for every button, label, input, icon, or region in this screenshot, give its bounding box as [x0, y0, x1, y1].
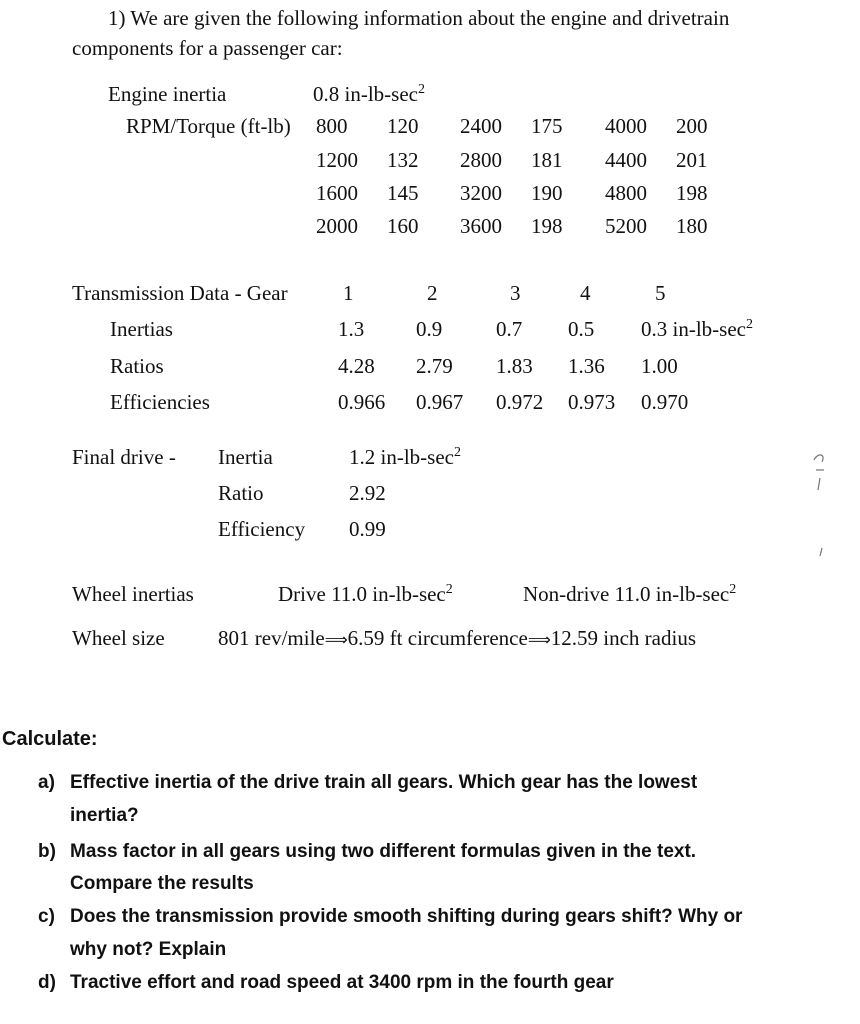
torque-value-cell: 181: [531, 148, 563, 172]
transmission-cell: [416, 390, 463, 415]
torque-value-cell: 175: [531, 114, 563, 138]
torque-rpm-cell: 4000: [605, 114, 647, 138]
transmission-cell: [496, 354, 533, 379]
final-drive-value: [349, 445, 461, 470]
gear-number-4: 4: [580, 281, 591, 305]
final-drive-number: 2.92: [349, 481, 386, 505]
question-text-line2: inertia?: [70, 805, 139, 826]
problem-intro-line1: 1) We are given the following information about the engine and drivetrain: [108, 6, 730, 30]
final-drive-label: Efficiency: [218, 517, 306, 541]
torque-rpm-cell: 2400: [460, 114, 502, 138]
transmission-cell: [641, 354, 678, 379]
question-text-line1: Does the transmission provide smooth shifting during gears shift? Why or: [70, 906, 743, 927]
wheel-drive-exp: 2: [445, 582, 453, 597]
wheel-size-label: Wheel size: [72, 626, 165, 650]
unit-exponent: 2: [745, 317, 753, 332]
transmission-value: 1.3: [338, 317, 365, 341]
wheel-drive-inertia: [278, 582, 453, 607]
transmission-cell: [641, 317, 753, 342]
question-text-line2: Compare the results: [70, 873, 254, 894]
torque-rpm-cell: 800: [316, 114, 348, 138]
transmission-value: 0.972: [496, 390, 544, 414]
engine-inertia-number: 0.8 in-lb-sec: [313, 82, 418, 106]
transmission-row-label: Inertias: [110, 317, 173, 341]
engine-inertia-value: [313, 82, 425, 107]
transmission-cell: [416, 317, 442, 342]
transmission-value: 0.5: [568, 317, 595, 341]
transmission-value: 0.3 in-lb-sec: [641, 317, 746, 341]
question-marker: d): [38, 972, 56, 993]
transmission-cell: [568, 354, 605, 379]
torque-rpm-cell: 4400: [605, 148, 647, 172]
transmission-cell: [338, 354, 375, 379]
question-text-line1: Tractive effort and road speed at 3400 rpm in the fourth gear: [70, 972, 614, 993]
wheel-size-circumference: 6.59 ft circumference: [347, 626, 528, 650]
torque-value-cell: 200: [676, 114, 708, 138]
torque-rpm-cell: 3200: [460, 181, 502, 205]
calculate-heading: Calculate:: [2, 728, 98, 750]
problem-intro-line2: components for a passenger car:: [72, 36, 343, 60]
transmission-value: 4.28: [338, 354, 375, 378]
pencil-mark-icon: [808, 448, 838, 558]
torque-value-cell: 132: [387, 148, 419, 172]
torque-rpm-cell: 4800: [605, 181, 647, 205]
wheel-size-revs: 801 rev/mile: [218, 626, 325, 650]
transmission-row-label: Ratios: [110, 354, 164, 378]
torque-rpm-cell: 5200: [605, 214, 647, 238]
implies-arrow-icon: ⟹: [324, 630, 348, 649]
transmission-cell: [496, 317, 522, 342]
torque-value-cell: 190: [531, 181, 563, 205]
transmission-cell: [496, 390, 543, 415]
final-drive-label: Ratio: [218, 481, 264, 505]
torque-value-cell: 160: [387, 214, 419, 238]
transmission-value: 1.00: [641, 354, 678, 378]
wheel-size-radius: 12.59 inch radius: [550, 626, 696, 650]
wheel-drive-value: Drive 11.0 in-lb-sec: [278, 582, 446, 606]
implies-arrow-icon: ⟹: [527, 630, 551, 649]
wheel-inertias-label: Wheel inertias: [72, 582, 194, 606]
final-drive-title: Final drive -: [72, 445, 176, 469]
torque-value-cell: 198: [531, 214, 563, 238]
torque-value-cell: 145: [387, 181, 419, 205]
torque-rpm-cell: 1200: [316, 148, 358, 172]
transmission-cell: [338, 317, 364, 342]
transmission-value: 0.966: [338, 390, 386, 414]
gear-number-5: 5: [655, 281, 666, 305]
torque-label: RPM/Torque (ft-lb): [126, 114, 291, 138]
wheel-nondrive-value: Non-drive 11.0 in-lb-sec: [523, 582, 730, 606]
transmission-value: 1.36: [568, 354, 605, 378]
torque-value-cell: 180: [676, 214, 708, 238]
torque-rpm-cell: 1600: [316, 181, 358, 205]
transmission-value: 0.973: [568, 390, 616, 414]
torque-value-cell: 201: [676, 148, 708, 172]
wheel-size-value: [218, 626, 696, 651]
transmission-value: 0.970: [641, 390, 689, 414]
transmission-row-label: Efficiencies: [110, 390, 210, 414]
engine-inertia-label: Engine inertia: [108, 82, 227, 106]
final-drive-value: [349, 481, 386, 506]
transmission-value: 0.967: [416, 390, 464, 414]
transmission-cell: [568, 317, 594, 342]
transmission-value: 2.79: [416, 354, 453, 378]
question-text-line1: Mass factor in all gears using two different formulas given in the text.: [70, 841, 697, 862]
transmission-title: Transmission Data - Gear: [72, 281, 288, 305]
transmission-cell: [641, 390, 688, 415]
torque-value-cell: 120: [387, 114, 419, 138]
torque-value-cell: 198: [676, 181, 708, 205]
gear-number-2: 2: [427, 281, 438, 305]
engine-inertia-exp: 2: [417, 82, 425, 97]
transmission-cell: [338, 390, 385, 415]
transmission-cell: [416, 354, 453, 379]
final-drive-value: [349, 517, 386, 542]
torque-rpm-cell: 3600: [460, 214, 502, 238]
question-marker: c): [38, 906, 55, 927]
unit-exponent: 2: [453, 445, 461, 460]
question-marker: b): [38, 841, 56, 862]
torque-rpm-cell: 2000: [316, 214, 358, 238]
gear-number-3: 3: [510, 281, 521, 305]
transmission-cell: [568, 390, 615, 415]
torque-rpm-cell: 2800: [460, 148, 502, 172]
final-drive-number: 0.99: [349, 517, 386, 541]
question-marker: a): [38, 772, 55, 793]
transmission-value: 0.7: [496, 317, 523, 341]
transmission-value: 1.83: [496, 354, 533, 378]
final-drive-number: 1.2 in-lb-sec: [349, 445, 454, 469]
question-text-line1: Effective inertia of the drive train all gears. Which gear has the lowest: [70, 772, 698, 793]
wheel-nondrive-exp: 2: [729, 582, 737, 597]
final-drive-label: Inertia: [218, 445, 273, 469]
wheel-nondrive-inertia: [523, 582, 736, 607]
gear-number-1: 1: [343, 281, 354, 305]
transmission-value: 0.9: [416, 317, 443, 341]
question-text-line2: why not? Explain: [70, 939, 227, 960]
